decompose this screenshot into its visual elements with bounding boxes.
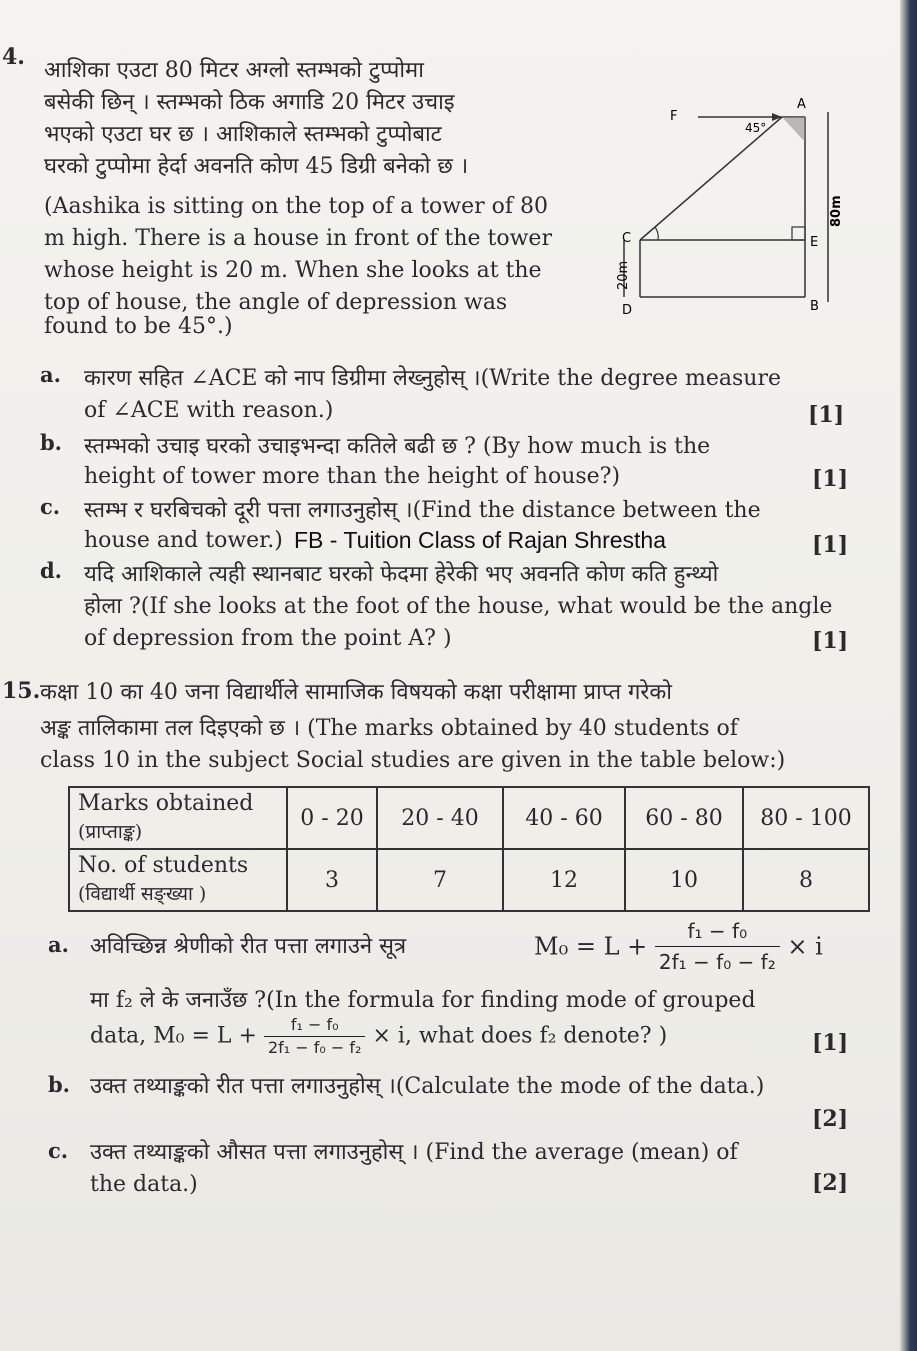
q15-number: 15.	[2, 678, 41, 704]
class-cell: 60 - 80	[625, 787, 743, 849]
row2-header-np: (विद्यार्थी सङ्ख्या )	[78, 883, 207, 905]
angle-arc	[655, 227, 658, 240]
q15-part-a-line2: मा f₂ ले के जनाउँछ ?(In the formula for finding mode of grouped	[90, 988, 756, 1013]
page-edge	[900, 0, 917, 1351]
label-d: D	[622, 303, 633, 318]
q14-part-a-line2: of ∠ACE with reason.)	[84, 398, 334, 423]
class-cell: 40 - 60	[503, 787, 625, 849]
row2-header-en: No. of students	[78, 853, 249, 878]
q14-number: 4.	[2, 44, 25, 70]
label-f: F	[670, 109, 678, 124]
label-e: E	[810, 235, 819, 250]
q14-part-c-marks: [1]	[812, 532, 849, 558]
q15-part-a-line3	[90, 1014, 667, 1059]
formula-times-i: × i	[787, 932, 823, 961]
q14-part-c-line2: house and tower.)	[84, 528, 283, 553]
q14-part-b-line2: height of tower more than the height of house?)	[84, 464, 621, 489]
q14-np-line-1: आशिका एउटा 80 मिटर अग्लो स्तम्भको टुप्पोमा	[44, 58, 424, 83]
q15-part-a-marks: [1]	[812, 1030, 849, 1056]
q15-part-c-line2: the data.)	[90, 1172, 198, 1197]
q14-en-line-1: (Aashika is sitting on the top of a tower of 80	[44, 194, 549, 219]
q14-en-line-3: whose height is 20 m. When she looks at the	[44, 258, 542, 283]
inline-numerator: f₁ − f₀	[264, 1014, 365, 1037]
class-cell: 80 - 100	[743, 787, 869, 849]
q15-part-c-line1: उक्त तथ्याङ्कको औसत पत्ता लगाउनुहोस् । (Find the average (mean) of	[90, 1140, 738, 1165]
q15-intro-line-3: class 10 in the subject Social studies are given in the table below:)	[40, 748, 786, 773]
q14-part-c-label: c.	[40, 494, 61, 519]
q14-part-b-marks: [1]	[812, 466, 849, 492]
right-angle-mark	[792, 227, 805, 240]
row1-header-en: Marks obtained	[78, 791, 254, 816]
q15-part-b-marks: [2]	[812, 1106, 849, 1132]
label-80m: 80m	[829, 195, 844, 227]
q15-part-c-label: c.	[48, 1138, 69, 1163]
inline-formula-fraction	[264, 1014, 365, 1059]
row1-header-np: (प्राप्ताङ्क)	[78, 821, 143, 843]
inline-formula-rhs: × i, what does f₂ denote? )	[372, 1023, 668, 1049]
label-angle: 45°	[745, 121, 767, 135]
marks-table	[68, 786, 870, 912]
line-of-sight	[640, 117, 782, 240]
q14-en-line-5: found to be 45°.)	[44, 314, 233, 339]
q15-part-c-marks: [2]	[812, 1170, 849, 1196]
q14-part-a-marks: [1]	[808, 402, 845, 428]
q14-part-b-line1: स्तम्भको उचाइ घरको उचाइभन्दा कतिले बढी छ ? (By how much is the	[84, 434, 711, 459]
q15-intro-line-1: कक्षा 10 का 40 जना विद्यार्थीले सामाजिक विषयको कक्षा परीक्षामा प्राप्त गरेको	[40, 680, 673, 705]
class-cell: 0 - 20	[287, 787, 377, 849]
q14-part-d-marks: [1]	[812, 628, 849, 654]
label-a: A	[797, 97, 806, 112]
q14-part-d-line1: यदि आशिकाले त्यही स्थानबाट घरको फेदमा हेरेकी भए अवनति कोण कति हुन्थ्यो	[84, 562, 719, 587]
q15-part-b-label: b.	[48, 1072, 70, 1097]
q14-part-a-label: a.	[40, 362, 61, 387]
table-row	[69, 849, 869, 911]
mode-formula	[534, 916, 823, 977]
row2-header	[69, 849, 287, 911]
arrow-head	[772, 113, 782, 121]
label-20m: 20m	[616, 260, 631, 290]
table-row	[69, 787, 869, 849]
label-c: C	[622, 231, 632, 246]
q14-part-a-line1: कारण सहित ∠ACE को नाप डिग्रीमा लेख्नुहोस् ।(Write the degree measure	[84, 366, 781, 391]
students-cell: 8	[743, 849, 869, 911]
q14-part-d-line2: होला ?(If she looks at the foot of the house, what would be the angle	[84, 594, 833, 619]
class-cell: 20 - 40	[377, 787, 503, 849]
formula-denominator: 2f₁ − f₀ − f₂	[658, 950, 776, 974]
q14-en-line-2: m high. There is a house in front of the tower	[44, 226, 552, 251]
tower-house-figure	[600, 92, 860, 322]
students-cell: 10	[625, 849, 743, 911]
label-b: B	[810, 299, 819, 314]
q14-en-line-4: top of house, the angle of depression was	[44, 290, 508, 315]
q14-np-line-4: घरको टुप्पोमा हेर्दा अवनति कोण 45 डिग्री बनेको छ ।	[44, 154, 469, 179]
q14-np-line-2: बसेकी छिन् । स्तम्भको ठिक अगाडि 20 मिटर उचाइ	[44, 90, 455, 115]
q14-part-c-line1: स्तम्भ र घरबिचको दूरी पत्ता लगाउनुहोस् ।(Find the distance between the	[84, 498, 761, 523]
angle-shade	[782, 117, 805, 142]
q14-part-d-label: d.	[40, 558, 62, 583]
q15-intro-line-2: अङ्क तालिकामा तल दिइएको छ । (The marks obtained by 40 students of	[40, 716, 738, 741]
watermark-text: FB - Tuition Class of Rajan Shrestha	[294, 527, 666, 553]
row1-header	[69, 787, 287, 849]
inline-formula-lhs: data, M₀ = L +	[90, 1023, 257, 1049]
q15-part-b-text: उक्त तथ्याङ्कको रीत पत्ता लगाउनुहोस् ।(Calculate the mode of the data.)	[90, 1074, 765, 1099]
q15-part-a-text1: अविच्छिन्न श्रेणीको रीत पत्ता लगाउने सूत्र	[90, 934, 407, 959]
students-cell: 12	[503, 849, 625, 911]
students-cell: 3	[287, 849, 377, 911]
q15-part-a-label: a.	[48, 932, 69, 957]
formula-lhs: M₀ = L +	[534, 932, 648, 961]
formula-numerator: f₁ − f₀	[655, 916, 780, 947]
inline-denominator: 2f₁ − f₀ − f₂	[267, 1038, 362, 1057]
q14-part-d-line3: of depression from the point A? )	[84, 626, 452, 651]
formula-fraction	[655, 916, 780, 977]
students-cell: 7	[377, 849, 503, 911]
q14-part-b-label: b.	[40, 430, 62, 455]
q14-np-line-3: भएको एउटा घर छ । आशिकाले स्तम्भको टुप्पोबाट	[44, 122, 442, 147]
